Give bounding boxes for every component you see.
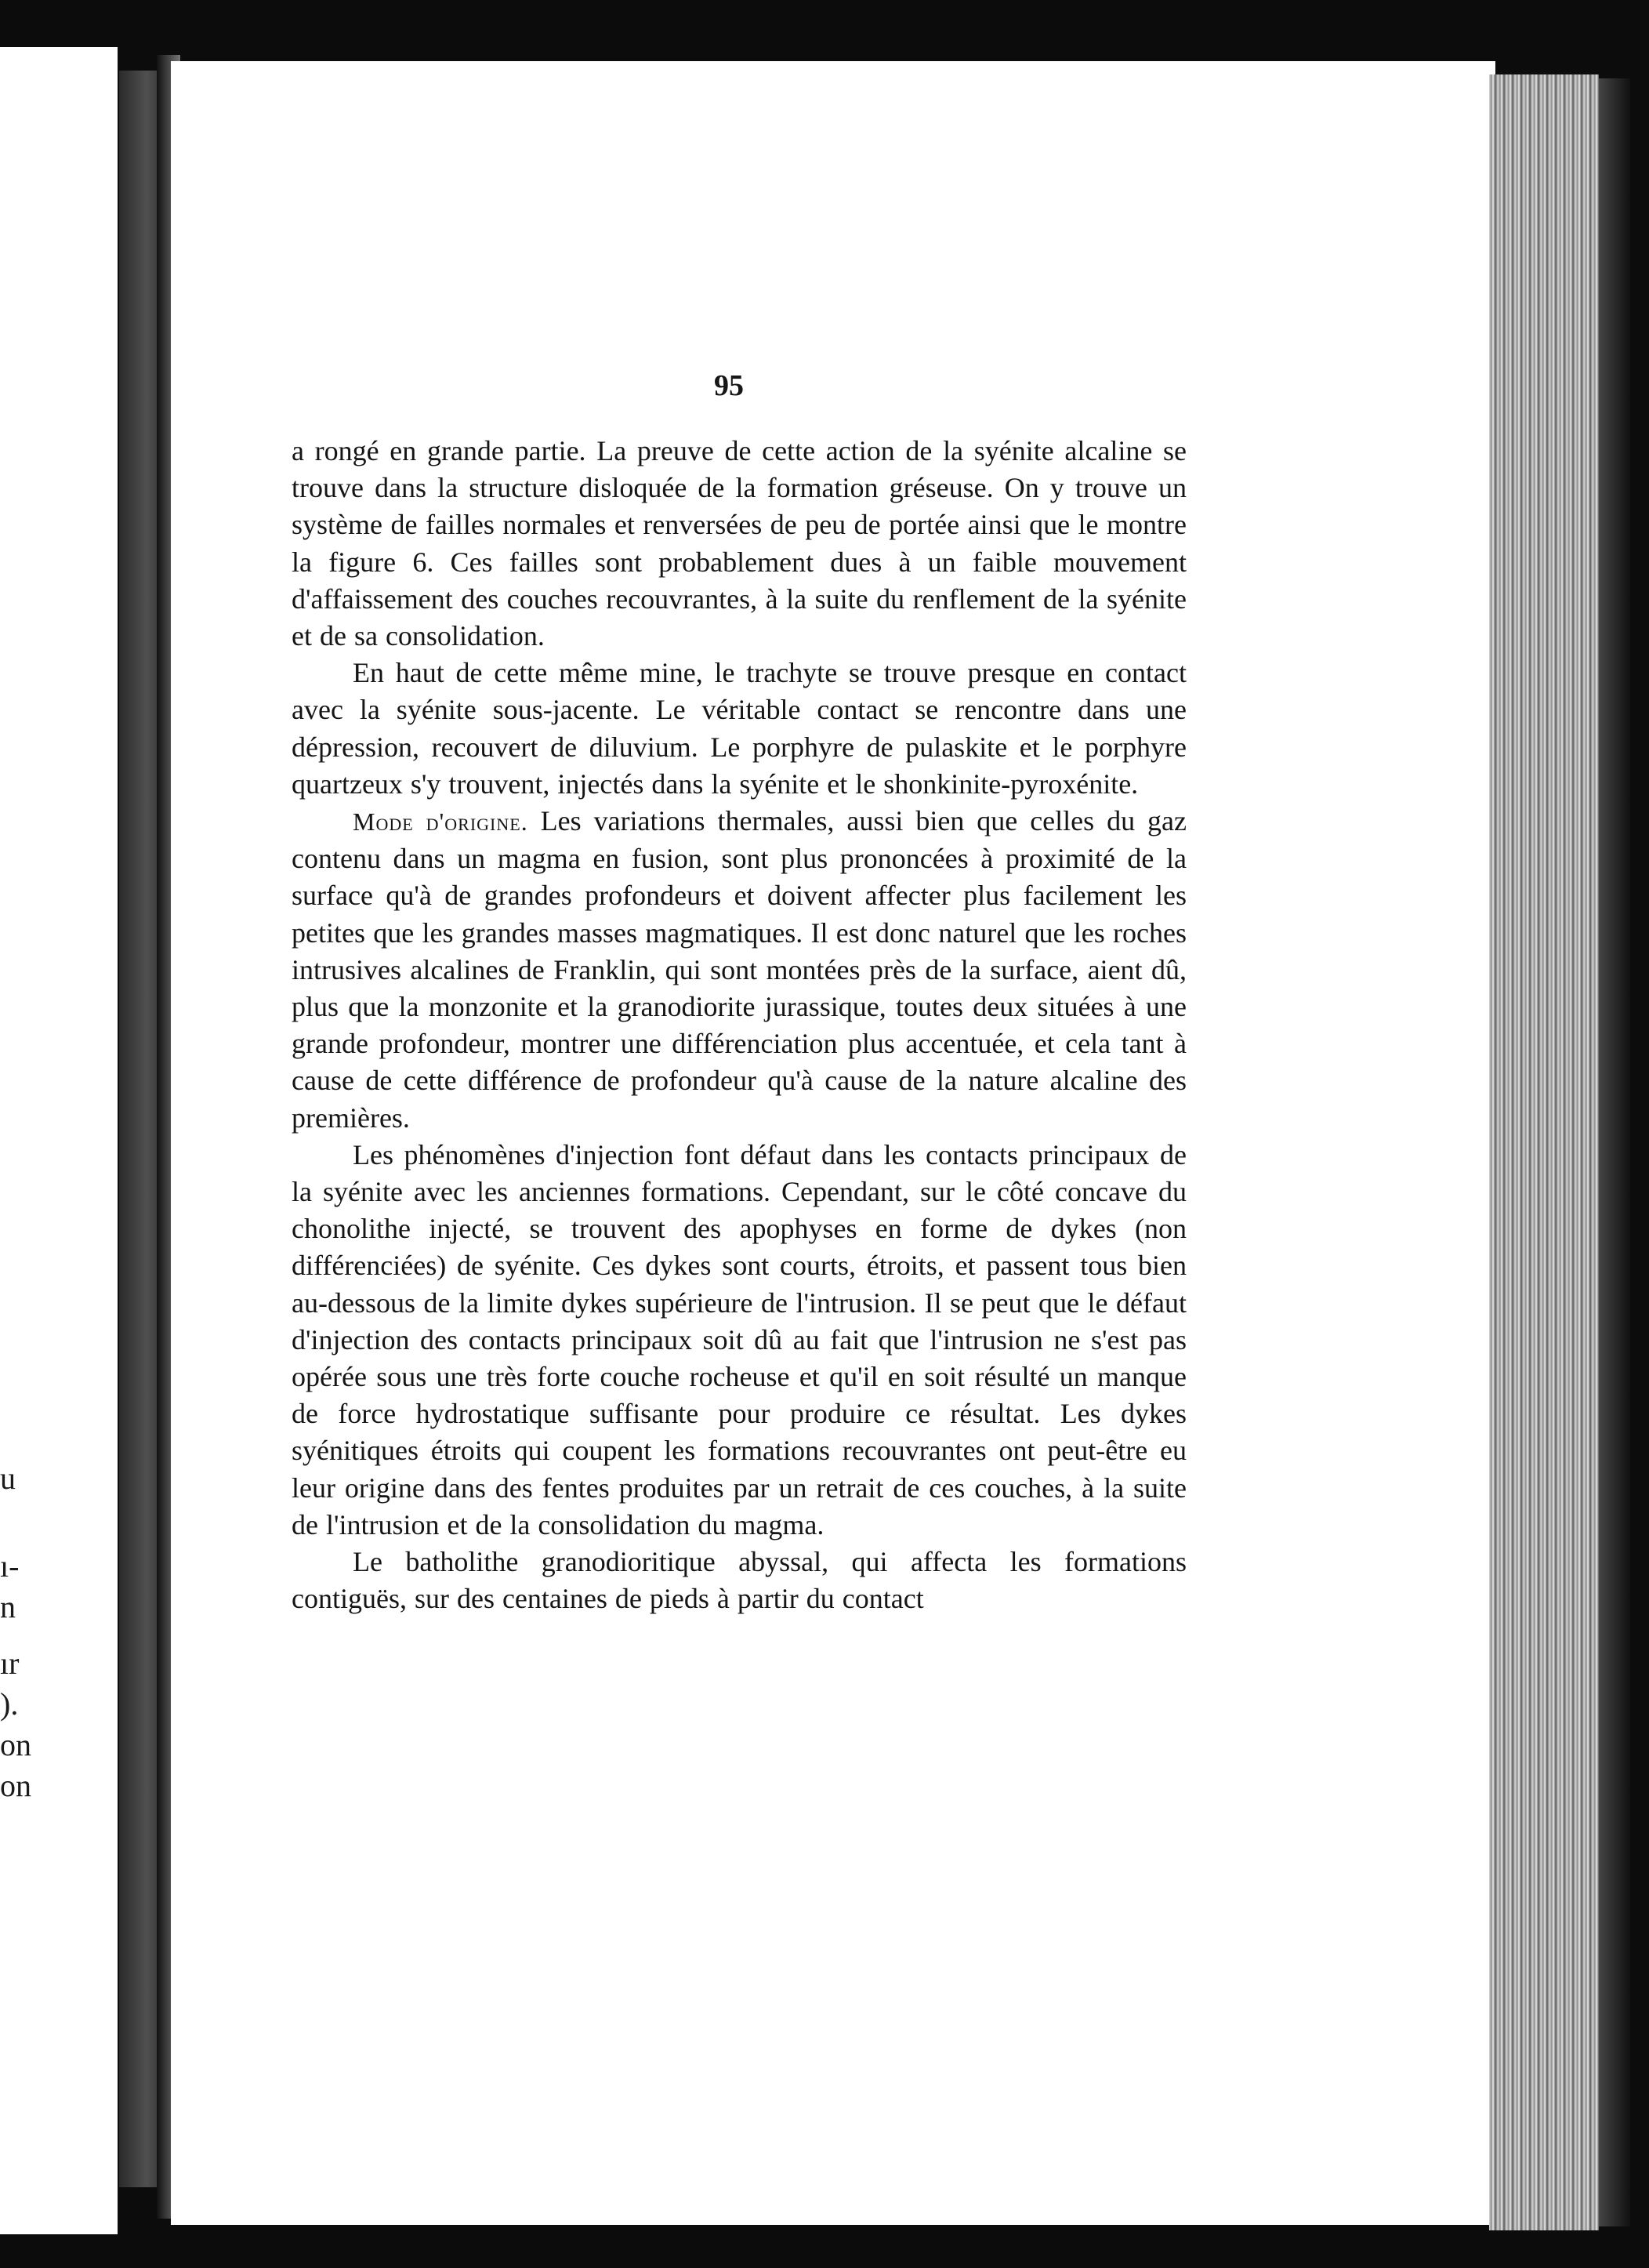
margin-fragment: ır: [0, 1646, 20, 1681]
paragraph: [292, 803, 1187, 1137]
page-edges: [1489, 74, 1599, 2230]
margin-fragment: on: [0, 1768, 31, 1803]
section-heading: Mode d'origine.: [353, 807, 528, 836]
margin-fragment: ı-: [0, 1548, 20, 1584]
paragraph-text: Les phénomènes d'injection font défaut dans les contacts principaux de la syénite avec les anciennes formations. Cependant, sur le côté concave du chonolithe injecté, se trouvent des apophyses en forme de dykes (non différenciées) de syénite. Ces dykes sont courts, étroits, et passent tous bien au-dessous de la limite dykes supérieure de l'intrusion. Il se peut que le défaut d'injection des contacts principaux soit dû au fait que l'intrusion ne s'est pas opérée sous une très forte couche rocheuse et qu'il en soit résulté un manque de force hydrostatique suffisante pour produire ce résultat. Les dykes syénitiques étroits qui coupent les formations recouvrantes ont peut-être eu leur origine dans des fentes produites par un retrait de ces couches, à la suite de l'intrusion et de la consolidation du magma.: [292, 1138, 1187, 1540]
paragraph-text: Le batholithe granodioritique abyssal, qui affecta les formations contiguës, sur des centaines de pieds à partir du contact: [292, 1546, 1187, 1615]
margin-fragment: ).: [0, 1686, 19, 1722]
margin-fragment: u: [0, 1461, 16, 1496]
paragraph: [292, 1137, 1187, 1544]
adjacent-page: [0, 47, 118, 2234]
adjacent-page-text-fragments: [0, 1458, 47, 1806]
paragraph: [292, 433, 1187, 655]
paragraph: [292, 655, 1187, 803]
paragraph-text: a rongé en grande partie. La preuve de cette action de la syénite alcaline se trouve dans la structure disloquée de la formation gréseuse. On y trouve un système de failles normales et renversées de peu de portée ainsi que le montre la figure 6. Ces failles sont probablement dues à un faible mouvement d'affaissement des couches recouvrantes, à la suite du renflement de la syénite et de sa consolidation.: [292, 435, 1187, 652]
paragraph-text: Les variations thermales, aussi bien que celles du gaz contenu dans un magma en fusion, sont plus prononcées à proximité de la surface qu'à de grandes profondeurs et doivent affecter plus facilement les petites que les grandes masses magmatiques. Il est donc naturel que les roches intrusives alcalines de Franklin, qui sont montées près de la surface, aient dû, plus que la monzonite et la granodiorite jurassique, toutes deux situées à une grande profondeur, montrer une différenciation plus accentuée, et cela tant à cause de cette différence de profondeur qu'à cause de la nature alcaline des premières.: [292, 805, 1187, 1134]
body-text: [292, 433, 1187, 1618]
paragraph: [292, 1544, 1187, 1617]
margin-fragment: n: [0, 1589, 16, 1624]
book-edge-shadow: [1599, 78, 1630, 2226]
paragraph-text: En haut de cette même mine, le trachyte se trouve presque en contact avec la syénite sous-jacente. Le véritable contact se rencontre dans une dépression, recouvert de diluvium. Le porphyre de pulaskite et le porphyre quartzeux s'y trouvent, injectés dans la syénite et le shonkinite-pyroxénite.: [292, 657, 1187, 800]
margin-fragment: on: [0, 1727, 31, 1762]
page-number: 95: [714, 369, 744, 402]
